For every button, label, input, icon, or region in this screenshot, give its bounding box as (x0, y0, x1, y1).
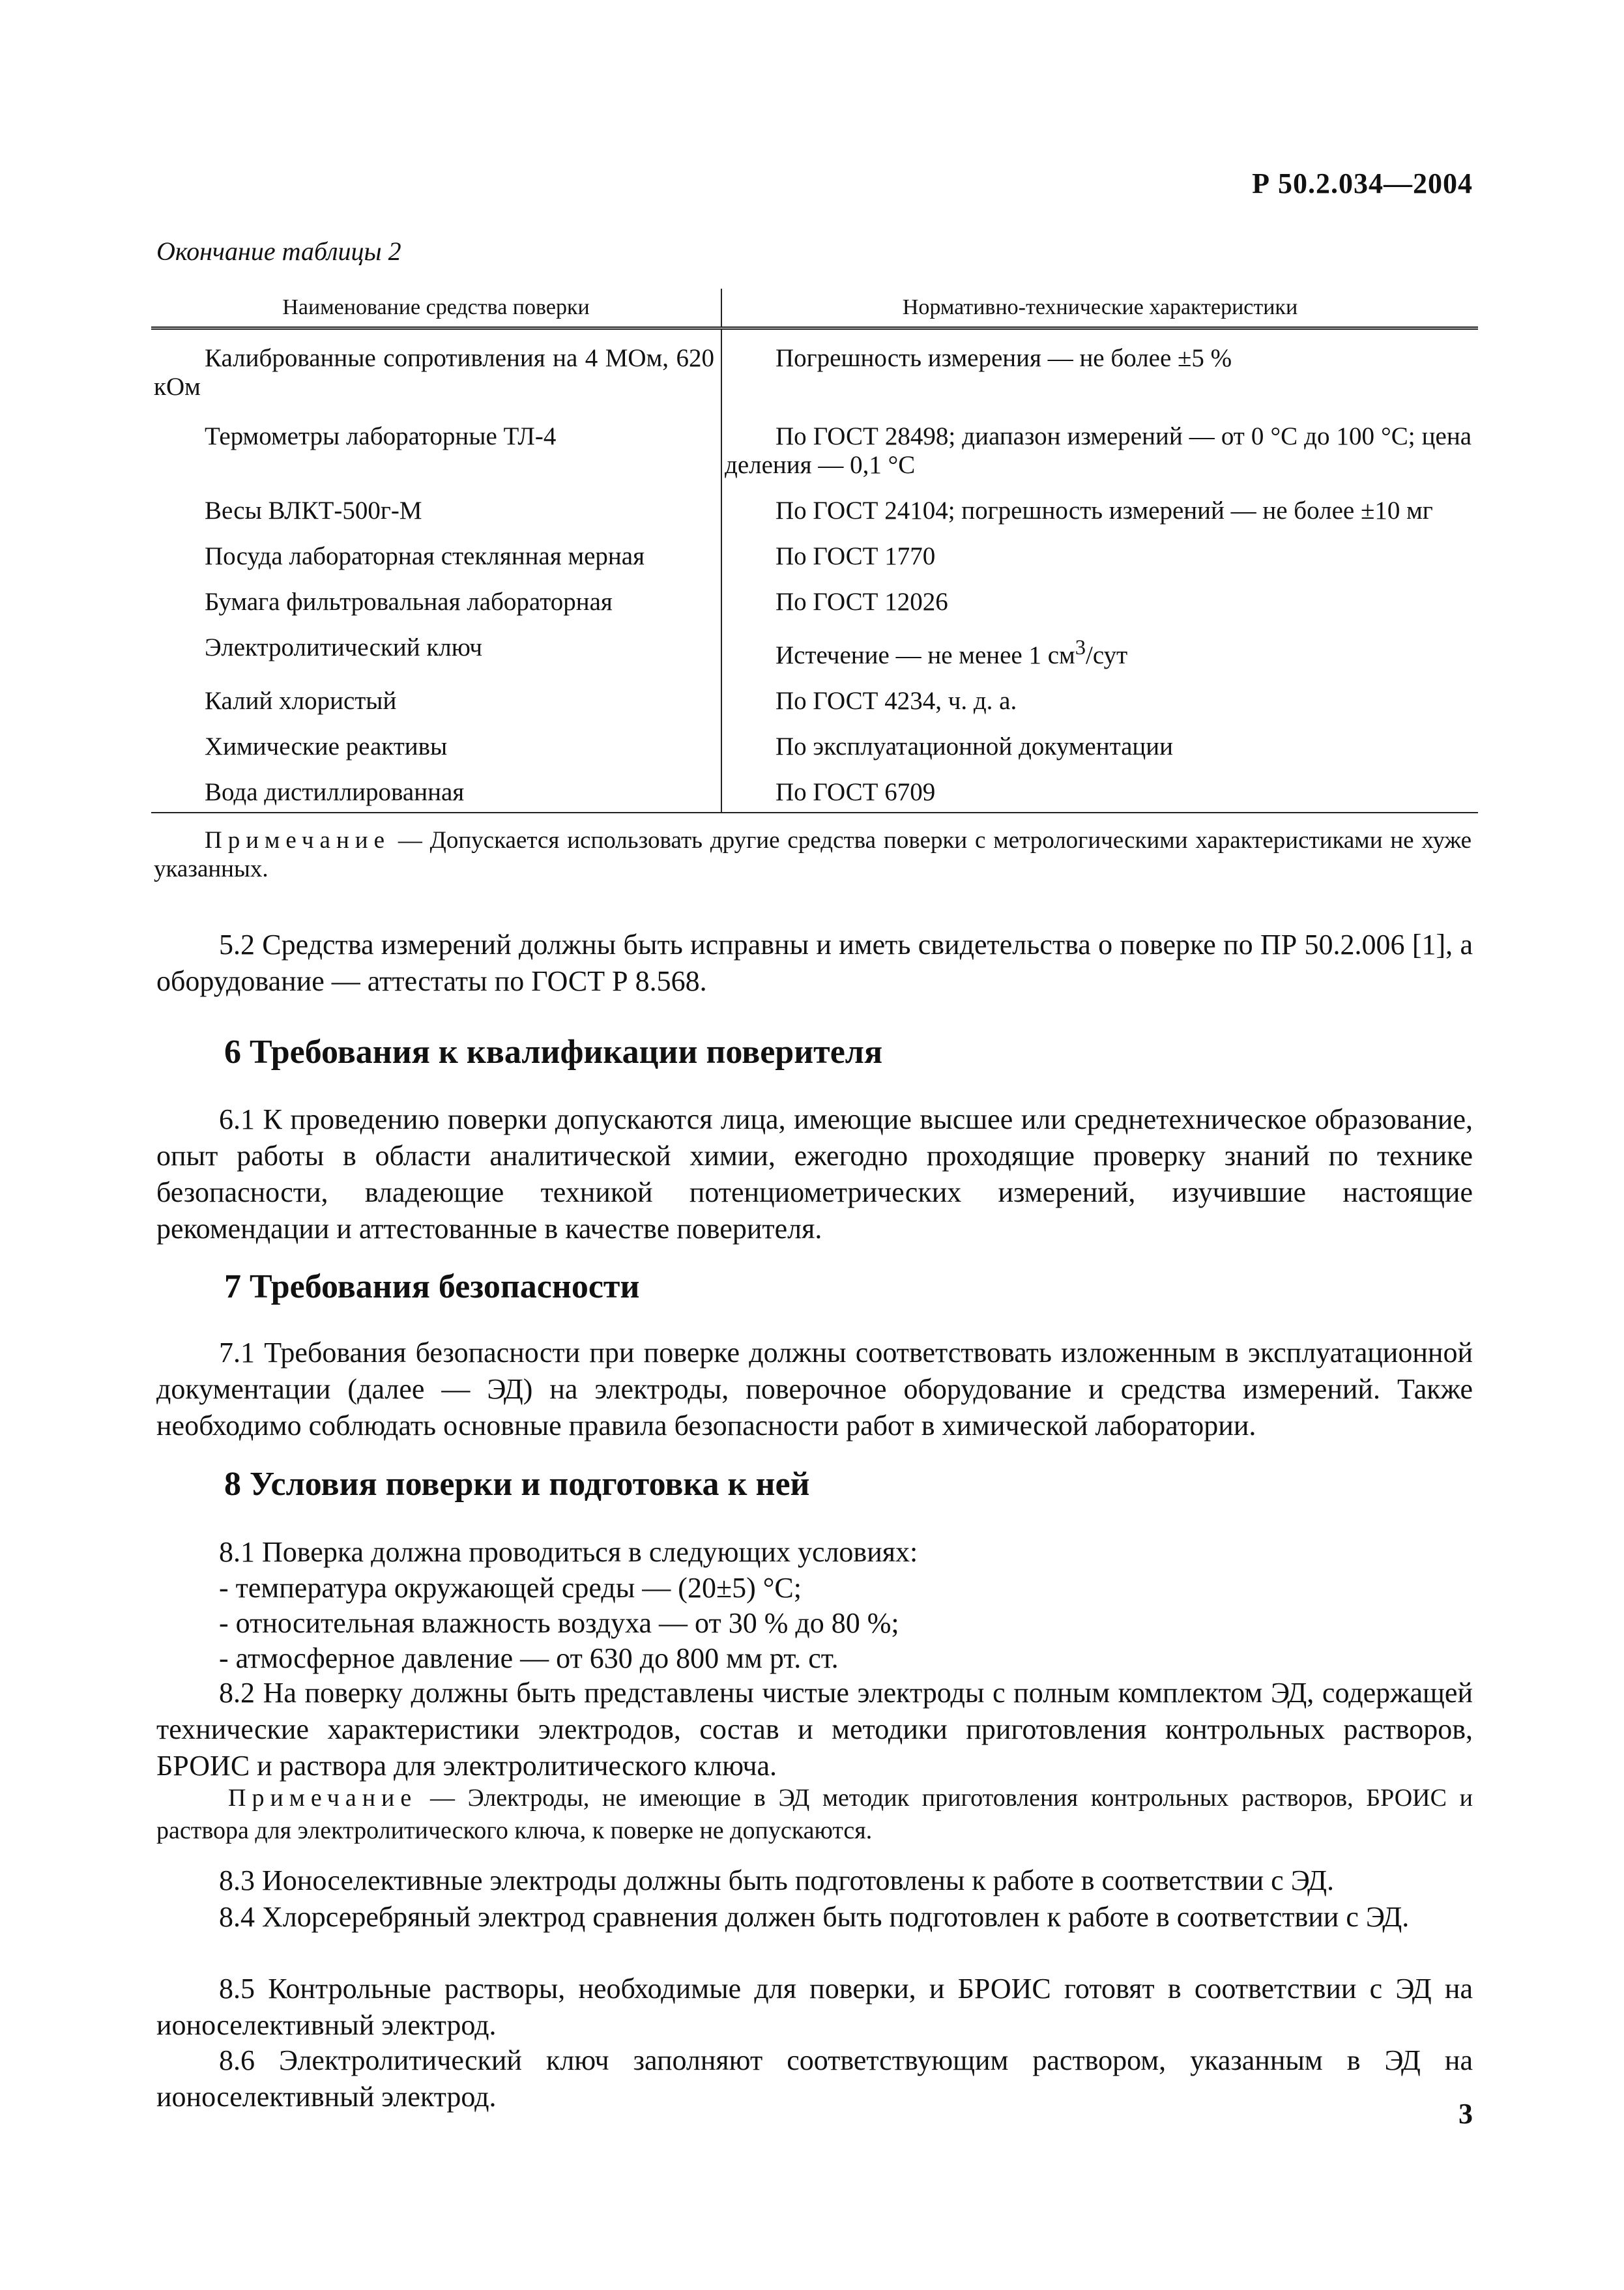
paragraph-8-6: 8.6 Электролитический ключ заполняют соответствующим раствором, указанным в ЭД на ионоселективный электрод. (156, 2044, 1473, 2113)
list-item: - атмосферное давление — от 630 до 800 мм рт. ст. (219, 1642, 839, 1674)
list-item: - относительная влажность воздуха — от 30 % до 80 %; (219, 1607, 899, 1639)
table-header-row (151, 289, 1478, 328)
spec-text: Истечение — не менее 1 см (776, 641, 1075, 669)
cell-name: Калиброванные сопротивления на 4 МОм, 620 кОм (154, 344, 714, 401)
paragraph-8-3: 8.3 Ионоселективные электроды должны быть подготовлены к работе в соответствии с ЭД. (219, 1864, 1335, 1896)
cell-spec: По ГОСТ 12026 (776, 588, 948, 616)
cell-name: Термометры лабораторные ТЛ-4 (205, 422, 557, 450)
cell-spec: Погрешность измерения — не более ±5 % (776, 344, 1232, 372)
table-row (151, 721, 1478, 766)
section-8-title: 8 Условия поверки и подготовка к ней (224, 1466, 810, 1503)
paragraph-8-4: 8.4 Хлорсеребряный электрод сравнения должен быть подготовлен к работе в соответствии с ЭД. (219, 1901, 1410, 1933)
superscript-3: 3 (1075, 636, 1086, 659)
paragraph-8-5: 8.5 Контрольные растворы, необходимые для поверки, и БРОИС готовят в соответствии с ЭД на ионоселективный электрод. (156, 1973, 1473, 2041)
column-header-name: Наименование средства поверки (151, 289, 721, 328)
cell-name: Бумага фильтровальная лабораторная (205, 588, 613, 616)
note-label: Примечание (205, 827, 390, 854)
table-row (151, 766, 1478, 813)
cell-spec: По ГОСТ 28498; диапазон измерений — от 0 °С до 100 °С; цена деления — 0,1 °С (725, 422, 1472, 479)
table-row (151, 576, 1478, 622)
cell-name: Посуда лабораторная стеклянная мерная (205, 542, 645, 570)
cell-name: Химические реактивы (205, 732, 448, 761)
cell-name: Весы ВЛКТ-500г-М (205, 497, 422, 525)
table-row (151, 622, 1478, 675)
section-6-title: 6 Требования к квалификации поверителя (224, 1034, 883, 1071)
table-row (151, 411, 1478, 485)
cell-name: Вода дистиллированная (205, 778, 465, 806)
instruments-table (151, 289, 1478, 898)
table-row (151, 328, 1478, 411)
document-code: Р 50.2.034—2004 (1252, 167, 1473, 199)
paragraph-7-1: 7.1 Требования безопасности при поверке должны соответствовать изложенным в эксплуатационной документации (далее — ЭД) на электроды, поверочное оборудование и средства измерений. Также необходимо соблюдать основные правила безопасности работ в химической лаборатории. (156, 1337, 1473, 1442)
paragraph-8-2: 8.2 На поверку должны быть представлены чистые электроды с полным комплектом ЭД, содержащей технические характеристики электродов, состав и методики приготовления контрольных растворов, БРОИС и раствора для электролитического ключа. (156, 1677, 1473, 1782)
spec-unit: /сут (1086, 641, 1128, 669)
table-caption: Окончание таблицы 2 (156, 237, 401, 266)
note-text: — Электроды, не имеющие в ЭД методик приготовления контрольных растворов, БРОИС и раствора для электролитического ключа, к поверке не допускаются. (156, 1784, 1473, 1844)
cell-spec (722, 633, 1478, 670)
cell-spec: По ГОСТ 4234, ч. д. а. (776, 687, 1017, 715)
cell-name: Электролитический ключ (205, 633, 483, 661)
section-8-note (156, 1782, 1473, 1847)
table-row (151, 675, 1478, 721)
cell-spec: По эксплуатационной документации (776, 732, 1174, 761)
paragraph-5-2: 5.2 Средства измерений должны быть исправны и иметь свидетельства о поверке по ПР 50.2.006 [1], а оборудование — аттестаты по ГОСТ Р 8.568. (156, 929, 1473, 997)
cell-name: Калий хлористый (205, 687, 397, 715)
table-note-row (151, 813, 1478, 898)
cell-spec: По ГОСТ 1770 (776, 542, 936, 570)
paragraph-6-1: 6.1 К проведению поверки допускаются лица, имеющие высшее или среднетехническое образование, опыт работы в области аналитической химии, ежегодно проходящие проверку знаний по технике безопасности, владеющие техникой потенциометрических измерений, изучившие настоящие рекомендации и аттестованные в качестве поверителя. (156, 1103, 1473, 1245)
cell-spec: По ГОСТ 6709 (776, 778, 936, 806)
list-item: - температура окружающей среды — (20±5) °С; (219, 1572, 802, 1604)
conditions-list (219, 1571, 899, 1676)
note-label: Примечание (228, 1784, 418, 1812)
page-number: 3 (1458, 2098, 1473, 2130)
section-7-title: 7 Требования безопасности (224, 1268, 640, 1305)
table-row (151, 485, 1478, 530)
table-note (151, 826, 1478, 884)
table-row (151, 530, 1478, 576)
column-header-spec: Нормативно-технические характеристики (721, 289, 1478, 328)
cell-spec: По ГОСТ 24104; погрешность измерений — не более ±10 мг (776, 497, 1433, 525)
note-text: — Допускается использовать другие средства поверки с метрологическими характеристиками не хуже указанных. (154, 827, 1472, 882)
paragraph-8-1: 8.1 Поверка должна проводиться в следующих условиях: (219, 1536, 918, 1568)
